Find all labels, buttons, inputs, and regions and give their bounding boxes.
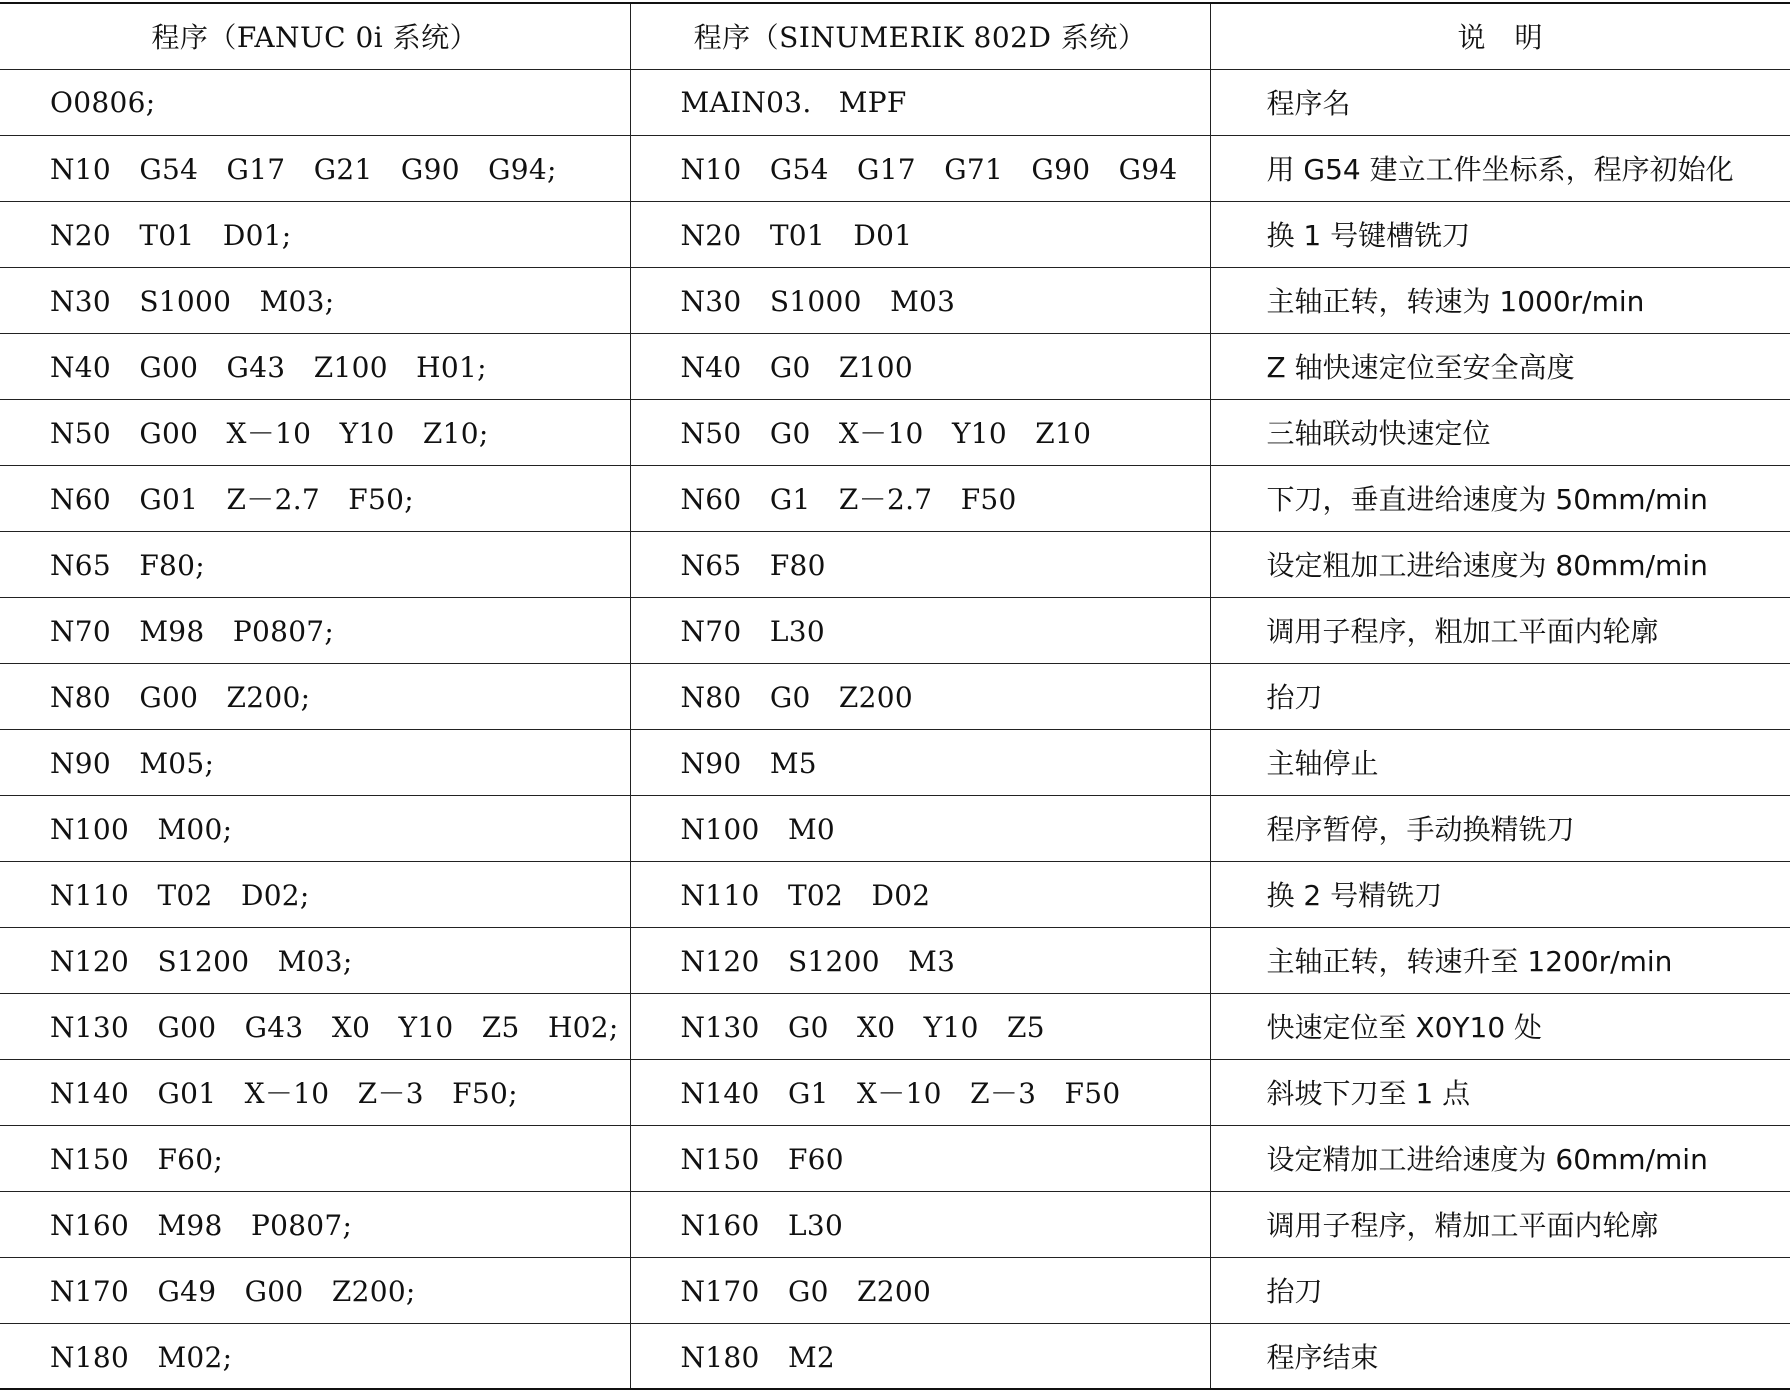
fanuc-code-cell: N150 F60; (0, 1125, 630, 1191)
table-row (0, 135, 1790, 201)
sinumerik-code-cell: N140 G1 X－10 Z－3 F50 (630, 1059, 1210, 1125)
description-cell: 调用子程序，粗加工平面内轮廓 (1210, 597, 1790, 663)
table-row (0, 861, 1790, 927)
fanuc-code-cell: N20 T01 D01; (0, 201, 630, 267)
fanuc-code-cell: N80 G00 Z200; (0, 663, 630, 729)
description-cell: 主轴停止 (1210, 729, 1790, 795)
sinumerik-code-cell: N90 M5 (630, 729, 1210, 795)
table-row (0, 1059, 1790, 1125)
sinumerik-code-cell: N160 L30 (630, 1191, 1210, 1257)
table-row (0, 795, 1790, 861)
table-row (0, 927, 1790, 993)
description-cell: 下刀，垂直进给速度为 50mm/min (1210, 465, 1790, 531)
table-row (0, 1191, 1790, 1257)
fanuc-code-cell: N130 G00 G43 X0 Y10 Z5 H02; (0, 993, 630, 1059)
description-cell: 换 1 号键槽铣刀 (1210, 201, 1790, 267)
fanuc-code-cell: N50 G00 X－10 Y10 Z10; (0, 399, 630, 465)
sinumerik-code-cell: N100 M0 (630, 795, 1210, 861)
table-body (0, 69, 1790, 1389)
fanuc-code-cell: N180 M02; (0, 1323, 630, 1389)
sinumerik-code-cell: N180 M2 (630, 1323, 1210, 1389)
sinumerik-code-cell: N150 F60 (630, 1125, 1210, 1191)
table-row (0, 69, 1790, 135)
description-cell: 斜坡下刀至 1 点 (1210, 1059, 1790, 1125)
sinumerik-code-cell: N50 G0 X－10 Y10 Z10 (630, 399, 1210, 465)
fanuc-code-cell: N90 M05; (0, 729, 630, 795)
program-comparison-table (0, 2, 1790, 1390)
description-cell: 程序结束 (1210, 1323, 1790, 1389)
fanuc-code-cell: O0806; (0, 69, 630, 135)
fanuc-code-cell: N30 S1000 M03; (0, 267, 630, 333)
table-row (0, 663, 1790, 729)
sinumerik-code-cell: N60 G1 Z－2.7 F50 (630, 465, 1210, 531)
sinumerik-code-cell: N170 G0 Z200 (630, 1257, 1210, 1323)
header-description: 说 明 (1210, 3, 1790, 69)
table-row (0, 465, 1790, 531)
fanuc-code-cell: N120 S1200 M03; (0, 927, 630, 993)
fanuc-code-cell: N170 G49 G00 Z200; (0, 1257, 630, 1323)
description-cell: Z 轴快速定位至安全高度 (1210, 333, 1790, 399)
sinumerik-code-cell: N20 T01 D01 (630, 201, 1210, 267)
sinumerik-code-cell: MAIN03. MPF (630, 69, 1210, 135)
fanuc-code-cell: N40 G00 G43 Z100 H01; (0, 333, 630, 399)
description-cell: 抬刀 (1210, 1257, 1790, 1323)
description-cell: 抬刀 (1210, 663, 1790, 729)
fanuc-code-cell: N140 G01 X－10 Z－3 F50; (0, 1059, 630, 1125)
fanuc-code-cell: N110 T02 D02; (0, 861, 630, 927)
description-cell: 三轴联动快速定位 (1210, 399, 1790, 465)
sinumerik-code-cell: N65 F80 (630, 531, 1210, 597)
description-cell: 程序暂停，手动换精铣刀 (1210, 795, 1790, 861)
description-cell: 程序名 (1210, 69, 1790, 135)
fanuc-code-cell: N100 M00; (0, 795, 630, 861)
description-cell: 用 G54 建立工件坐标系，程序初始化 (1210, 135, 1790, 201)
table-row (0, 1125, 1790, 1191)
table-row (0, 1257, 1790, 1323)
fanuc-code-cell: N160 M98 P0807; (0, 1191, 630, 1257)
sinumerik-code-cell: N40 G0 Z100 (630, 333, 1210, 399)
fanuc-code-cell: N10 G54 G17 G21 G90 G94; (0, 135, 630, 201)
table-row (0, 333, 1790, 399)
table-row (0, 993, 1790, 1059)
sinumerik-code-cell: N80 G0 Z200 (630, 663, 1210, 729)
table-row (0, 267, 1790, 333)
sinumerik-code-cell: N120 S1200 M3 (630, 927, 1210, 993)
table-row (0, 1323, 1790, 1389)
table-header-row (0, 3, 1790, 69)
table-row (0, 597, 1790, 663)
table-row (0, 201, 1790, 267)
fanuc-code-cell: N60 G01 Z－2.7 F50; (0, 465, 630, 531)
fanuc-code-cell: N70 M98 P0807; (0, 597, 630, 663)
header-fanuc: 程序（FANUC 0i 系统） (0, 3, 630, 69)
description-cell: 设定粗加工进给速度为 80mm/min (1210, 531, 1790, 597)
description-cell: 换 2 号精铣刀 (1210, 861, 1790, 927)
fanuc-code-cell: N65 F80; (0, 531, 630, 597)
sinumerik-code-cell: N130 G0 X0 Y10 Z5 (630, 993, 1210, 1059)
table-row (0, 531, 1790, 597)
sinumerik-code-cell: N10 G54 G17 G71 G90 G94 (630, 135, 1210, 201)
description-cell: 主轴正转，转速升至 1200r/min (1210, 927, 1790, 993)
description-cell: 快速定位至 X0Y10 处 (1210, 993, 1790, 1059)
sinumerik-code-cell: N30 S1000 M03 (630, 267, 1210, 333)
header-sinumerik: 程序（SINUMERIK 802D 系统） (630, 3, 1210, 69)
table-row (0, 729, 1790, 795)
description-cell: 设定精加工进给速度为 60mm/min (1210, 1125, 1790, 1191)
table-row (0, 399, 1790, 465)
description-cell: 调用子程序，精加工平面内轮廓 (1210, 1191, 1790, 1257)
description-cell: 主轴正转，转速为 1000r/min (1210, 267, 1790, 333)
sinumerik-code-cell: N110 T02 D02 (630, 861, 1210, 927)
sinumerik-code-cell: N70 L30 (630, 597, 1210, 663)
